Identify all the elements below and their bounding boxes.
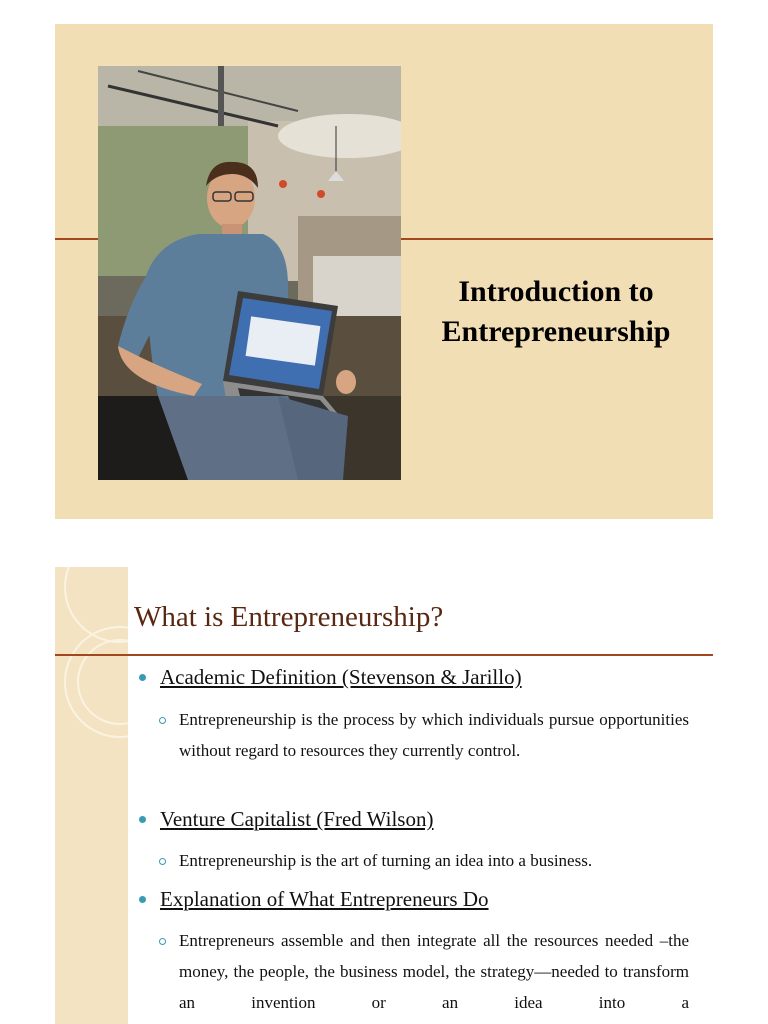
slide-title-line-2: Entrepreneurship — [441, 315, 671, 348]
slide-title-line-1: Introduction to — [458, 275, 654, 308]
sub-bullet-venture-capitalist — [159, 845, 689, 876]
title-slide — [55, 24, 713, 519]
sub-bullet-entrepreneurs-do — [159, 925, 689, 1018]
sub-bullet-text: Entrepreneurship is the process by which individuals pursue opportunities without regard to resources they currently control. — [179, 710, 689, 760]
bullet-entrepreneurs-do — [139, 887, 489, 912]
bullet-heading: Venture Capitalist (Fred Wilson) — [160, 807, 434, 831]
decorative-sidebar — [55, 567, 128, 1024]
bullet-dot-icon — [139, 674, 146, 681]
sub-bullet-ring-icon — [159, 717, 166, 724]
bullet-academic-definition — [139, 665, 522, 690]
sub-bullet-text: Entrepreneurs assemble and then integrate all the resources needed –the money, the people, the business model, the strategy—needed to transform an invention or an idea into a — [179, 931, 689, 1012]
bullet-heading: Academic Definition (Stevenson & Jarillo) — [160, 665, 522, 689]
bullet-dot-icon — [139, 896, 146, 903]
heading-rule — [55, 654, 713, 656]
bullet-dot-icon — [139, 816, 146, 823]
sub-bullet-academic-definition — [159, 704, 689, 766]
bullet-heading: Explanation of What Entrepreneurs Do — [160, 887, 489, 911]
accent-rule-left — [55, 238, 98, 240]
slide-title — [411, 272, 701, 352]
accent-rule-right — [401, 238, 713, 240]
sub-bullet-text: Entrepreneurship is the art of turning an idea into a business. — [179, 851, 593, 870]
photo-man-with-laptop — [98, 66, 401, 480]
sub-bullet-ring-icon — [159, 858, 166, 865]
sub-bullet-ring-icon — [159, 938, 166, 945]
definition-slide — [55, 567, 713, 1024]
slide-heading: What is Entrepreneurship? — [134, 601, 444, 633]
bullet-venture-capitalist — [139, 807, 433, 832]
